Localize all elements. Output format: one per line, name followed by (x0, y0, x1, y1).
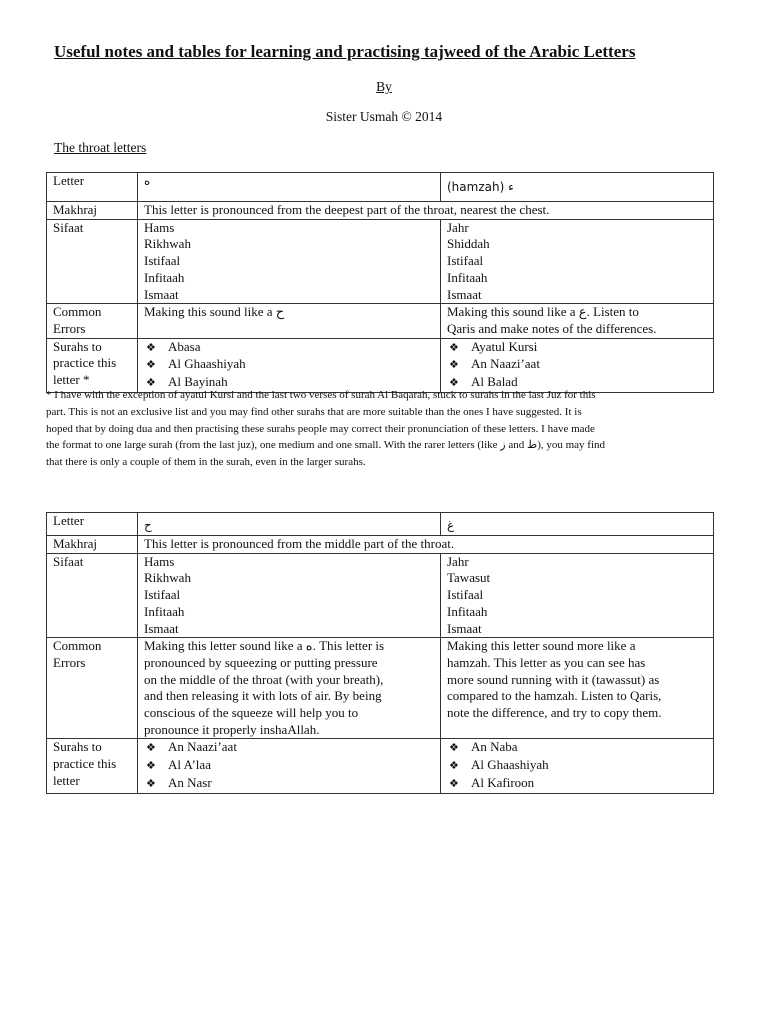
surah-name: An Naazi’aat (471, 356, 540, 372)
surah-list (441, 739, 714, 793)
surah-name: Ayatul Kursi (471, 338, 538, 354)
surah-name: Abasa (168, 338, 201, 354)
list-item: Ismaat (447, 620, 482, 636)
row-label-line: Common (53, 638, 102, 654)
diamond-bullet-icon: ❖ (449, 742, 459, 755)
list-item: Rikhwah (144, 236, 191, 252)
letter-cell: ح (138, 513, 441, 536)
diamond-bullet-icon: ❖ (146, 742, 156, 755)
list-item (144, 775, 434, 793)
list-item (447, 356, 707, 374)
list-item: Hams (144, 219, 175, 235)
row-label-line: Errors (53, 320, 86, 336)
row-label (47, 638, 138, 739)
row-label-line: Common (53, 304, 102, 320)
list-item: Jahr (447, 219, 469, 235)
row-label (47, 304, 138, 338)
footnote-line: the format to one large surah (from the last juz), one medium and one small. With the rarer letters (like ز and ط), you may find (46, 439, 606, 452)
row-label: Sifaat (47, 553, 138, 638)
list-item: Istifaal (144, 587, 181, 603)
table-row (47, 338, 714, 392)
row-label: Letter (47, 513, 138, 536)
row-label (47, 338, 138, 392)
list-item: Jahr (447, 553, 469, 569)
list-item: Ismaat (144, 620, 179, 636)
footnote (46, 387, 714, 471)
makhraj-text: This letter is pronounced from the middle part of the throat. (138, 536, 714, 554)
table-row (47, 173, 714, 202)
diamond-bullet-icon: ❖ (146, 377, 156, 390)
list-item: Infitaah (447, 603, 488, 619)
table-row (47, 739, 714, 793)
list-item (144, 339, 434, 357)
footnote-line: part. This is not an exclusive list and you may find other surahs that are more suitable than the ones I have suggested. It is (46, 405, 582, 418)
row-label-line: Errors (53, 654, 86, 670)
diamond-bullet-icon: ❖ (146, 341, 156, 354)
surah-name: Al Bayinah (168, 374, 228, 390)
section-heading: The throat letters (54, 140, 147, 155)
row-label-line: Surahs to (53, 338, 102, 354)
diamond-bullet-icon: ❖ (146, 777, 156, 790)
list-item (144, 739, 434, 757)
throat-letters-table-1 (46, 172, 714, 393)
errors-text (441, 304, 714, 338)
letter-cell: غ (441, 513, 714, 536)
surah-name: An Naazi’aat (168, 739, 237, 755)
row-label: Letter (47, 173, 138, 202)
list-item (144, 757, 434, 775)
list-item: Istifaal (144, 253, 181, 269)
row-label-line: letter * (53, 372, 90, 388)
list-item: Hams (144, 553, 175, 569)
diamond-bullet-icon: ❖ (146, 760, 156, 773)
table-row (47, 304, 714, 338)
text-line: pronounce it properly inshaAllah. (144, 721, 320, 737)
list-item: Rikhwah (144, 570, 191, 586)
row-label-line: Surahs to (53, 739, 102, 755)
text-line: note the difference, and try to copy them. (447, 705, 662, 721)
sifaat-list (441, 219, 714, 304)
surah-list (138, 338, 441, 392)
list-item: Ismaat (447, 286, 482, 302)
surah-name: An Naba (471, 739, 518, 755)
text-line: compared to the hamzah. Listen to Qaris, (447, 688, 662, 704)
row-label-line: letter (53, 772, 80, 788)
text-line: on the middle of the throat (with your breath), (144, 671, 384, 687)
text-line: Making this sound like a ع. Listen to (447, 304, 639, 320)
text-line: Qaris and make notes of the differences. (447, 320, 657, 336)
row-label: Sifaat (47, 219, 138, 304)
surah-name: Al Balad (471, 374, 518, 390)
list-item (447, 739, 707, 757)
footnote-line: hoped that by doing dua and then practising these surahs people may correct their pronunciation of these letters. I have made (46, 422, 595, 435)
list-item: Infitaah (144, 603, 185, 619)
diamond-bullet-icon: ❖ (449, 341, 459, 354)
row-label: Makhraj (47, 202, 138, 220)
makhraj-text: This letter is pronounced from the deepest part of the throat, nearest the chest. (138, 202, 714, 220)
row-label-line: practice this (53, 756, 117, 772)
surah-list (138, 739, 441, 793)
list-item: Ismaat (144, 286, 179, 302)
text-line: and then releasing it with lots of air. By being (144, 688, 382, 704)
sifaat-list (138, 553, 441, 638)
row-label (47, 739, 138, 793)
text-line: more sound running with it (tawassut) as (447, 671, 660, 687)
table-row (47, 202, 714, 220)
list-item: Tawasut (447, 570, 491, 586)
errors-text: Making this sound like a ح (138, 304, 441, 338)
text-line: hamzah. This letter as you can see has (447, 654, 646, 670)
list-item (447, 339, 707, 357)
table-row (47, 638, 714, 739)
list-item (144, 356, 434, 374)
text-line: Making this letter sound like a ه. This letter is (144, 638, 385, 654)
list-item (447, 775, 707, 793)
row-label: Makhraj (47, 536, 138, 554)
table-row (47, 219, 714, 304)
surah-name: Al Ghaashiyah (471, 757, 549, 773)
text-line: Making this letter sound more like a (447, 638, 636, 654)
sifaat-list (138, 219, 441, 304)
letter-cell: (hamzah) ء (441, 173, 714, 202)
errors-text (138, 638, 441, 739)
table-row (47, 553, 714, 638)
footnote-line: * I have with the exception of ayatul Kursi and the last two verses of surah Al Baqarah, stuck to surahs in the last Juz for this (46, 389, 596, 401)
sifaat-list (441, 553, 714, 638)
text-line: conscious of the squeeze will help you to (144, 705, 359, 721)
surah-name: Al Kafiroon (471, 774, 535, 790)
byline-label: By (376, 79, 392, 94)
author-line: Sister Usmah © 2014 (325, 109, 443, 124)
row-label-line: practice this (53, 355, 117, 371)
surah-name: Al A’laa (168, 757, 211, 773)
footnote-line: that there is only a couple of them in the surah, even in the larger surahs. (46, 456, 366, 469)
list-item: Infitaah (447, 269, 488, 285)
text-line: pronounced by squeezing or putting pressure (144, 654, 378, 670)
surah-name: An Nasr (168, 774, 212, 790)
surah-name: Al Ghaashiyah (168, 356, 246, 372)
document-title: Useful notes and tables for learning and practising tajweed of the Arabic Letters (54, 42, 636, 61)
errors-text (441, 638, 714, 739)
diamond-bullet-icon: ❖ (449, 377, 459, 390)
list-item: Shiddah (447, 236, 490, 252)
surah-list (441, 338, 714, 392)
letter-cell: ه (138, 173, 441, 202)
table-row (47, 536, 714, 554)
table-row (47, 513, 714, 536)
diamond-bullet-icon: ❖ (449, 777, 459, 790)
list-item: Istifaal (447, 253, 484, 269)
diamond-bullet-icon: ❖ (146, 359, 156, 372)
list-item (447, 757, 707, 775)
list-item: Infitaah (144, 269, 185, 285)
diamond-bullet-icon: ❖ (449, 760, 459, 773)
throat-letters-table-2 (46, 512, 714, 794)
list-item: Istifaal (447, 587, 484, 603)
diamond-bullet-icon: ❖ (449, 359, 459, 372)
